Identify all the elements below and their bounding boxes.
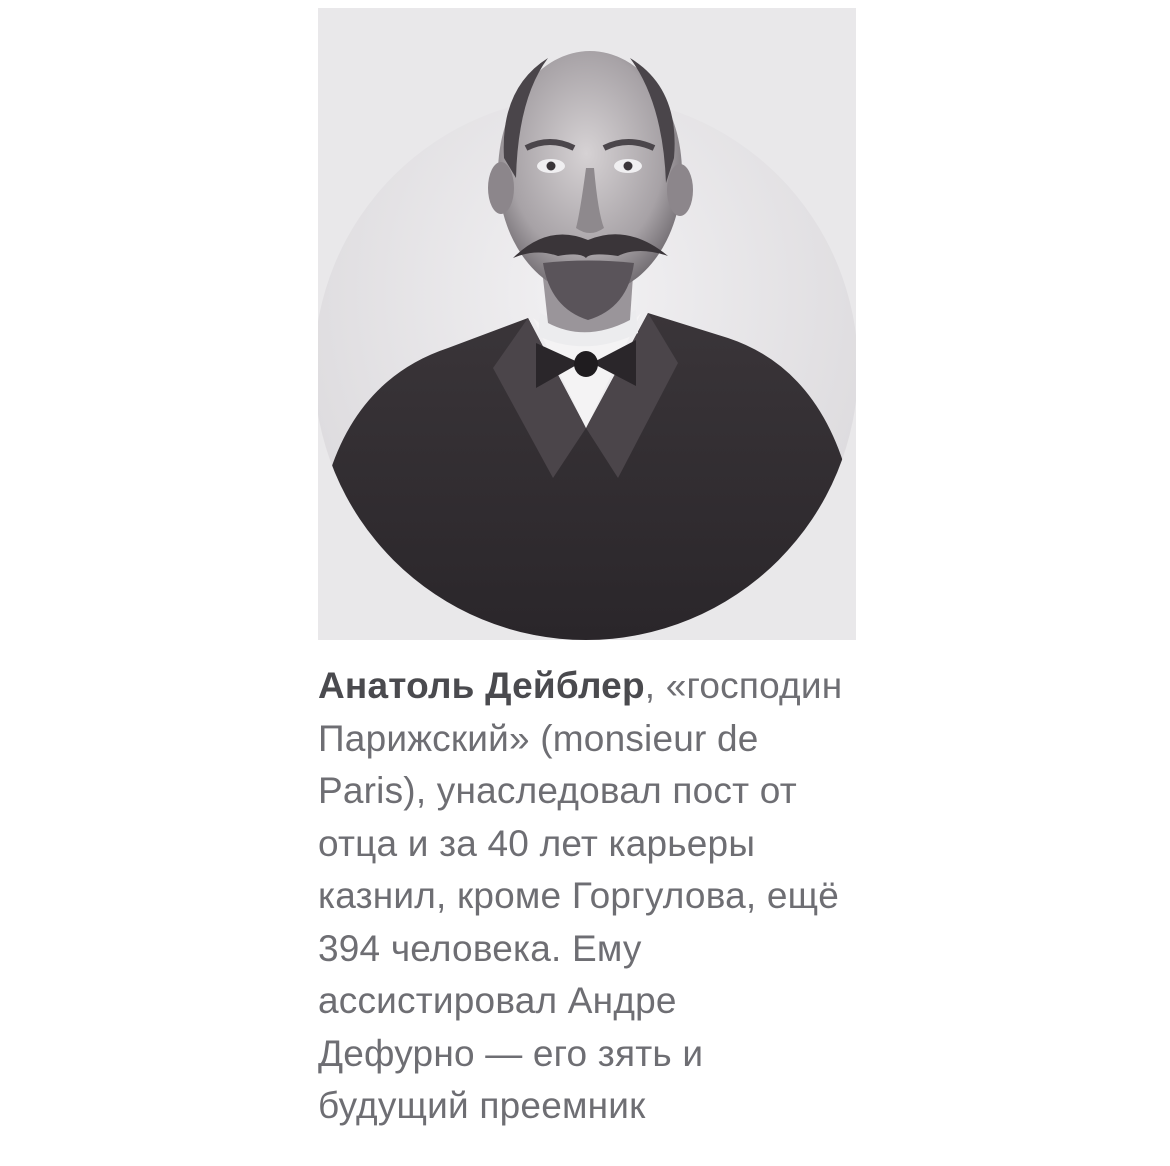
photo-caption — [318, 660, 878, 1133]
caption-line-5: казнил, кроме Горгулова, ещё — [318, 875, 840, 916]
caption-line-7: ассистировал Андре — [318, 980, 677, 1021]
caption-line-4: отца и за 40 лет карьеры — [318, 822, 756, 864]
caption-line-3: Paris), унаследовал пост от — [318, 770, 797, 811]
caption-line-9: будущий преемник — [318, 1085, 646, 1126]
caption-line-2: Парижский» (monsieur de — [318, 717, 759, 759]
caption-line-1: Анатоль Дейблер, «господин — [318, 665, 843, 706]
person-name: Анатоль Дейблер — [318, 665, 645, 706]
caption-line-8: Дефурно — его зять и — [318, 1032, 704, 1074]
caption-line-6: 394 человека. Ему — [318, 927, 642, 969]
portrait-photo — [318, 8, 856, 640]
